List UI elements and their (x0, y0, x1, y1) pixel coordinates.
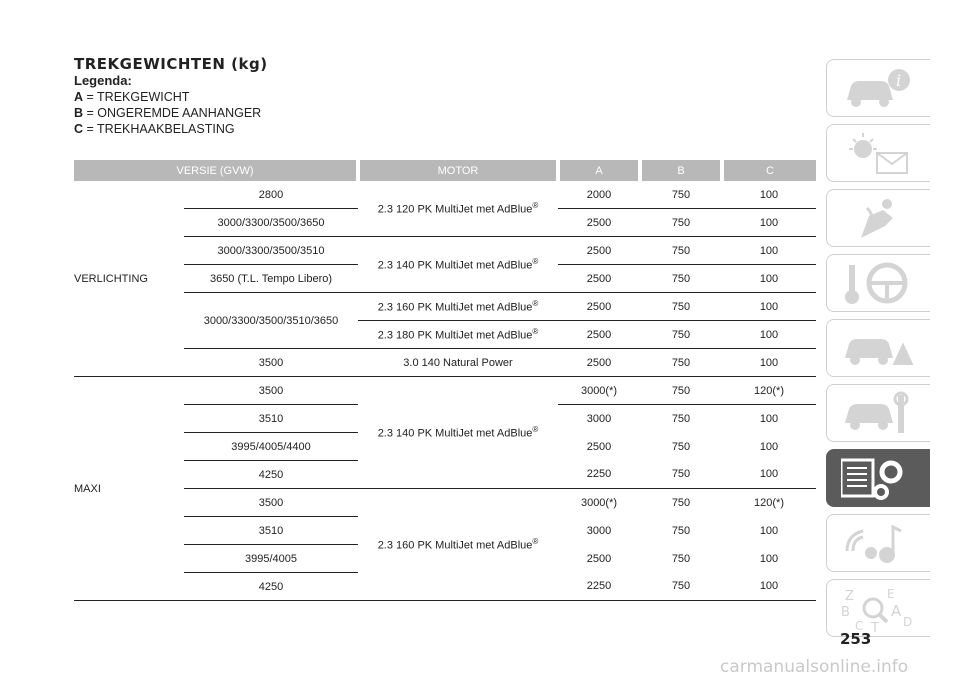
engine-cell: 3.0 140 Natural Power (358, 349, 558, 377)
a-cell: 2000 (558, 181, 640, 209)
group-verlichting: VERLICHTING (74, 181, 184, 377)
b-cell: 750 (640, 377, 722, 405)
multimedia-icon (841, 521, 917, 567)
tab-index[interactable] (826, 579, 930, 637)
c-cell: 100 (722, 293, 816, 321)
tab-car-info[interactable] (826, 59, 930, 117)
b-cell: 750 (671, 552, 691, 565)
seat-airbag-icon (841, 196, 917, 242)
c-cell: 100 (759, 440, 779, 453)
header-version: VERSIE (GVW) (74, 160, 358, 181)
car-service-icon (841, 391, 917, 437)
gvw-cell: 4250 (184, 461, 358, 489)
a-cell: 3000 (586, 412, 612, 425)
svg-text:C: C (855, 619, 864, 632)
a-cell: 2500 (586, 440, 612, 453)
c-cell: 120(*) (754, 496, 784, 509)
towing-weights-table (74, 160, 816, 601)
gvw-cell: 3995/4005/4400 (184, 433, 358, 461)
b-cell: 750 (640, 181, 722, 209)
tab-maintenance[interactable] (826, 384, 930, 442)
b-cell: 750 (640, 293, 722, 321)
group-maxi: MAXI (74, 377, 184, 601)
b-cell: 750 (640, 209, 722, 237)
a-cell: 3000(*) (580, 496, 618, 509)
gvw-cell: 3000/3300/3500/3510/3650 (184, 293, 358, 349)
engine-cell: 2.3 160 PK MultiJet met AdBlue® (358, 489, 558, 601)
tab-starting[interactable] (826, 254, 930, 312)
header-a: A (558, 160, 640, 181)
tab-multimedia[interactable] (826, 514, 930, 572)
c-cell: 100 (759, 552, 779, 565)
svg-text:T: T (871, 621, 879, 632)
engine-cell: 2.3 140 PK MultiJet met AdBlue® (358, 377, 558, 489)
tab-safety[interactable] (826, 189, 930, 247)
table-row (74, 377, 816, 405)
table-row (74, 349, 816, 377)
tab-warning-lights[interactable] (826, 124, 930, 182)
c-cell: 100 (759, 524, 779, 537)
engine-cell: 2.3 180 PK MultiJet met AdBlue® (358, 321, 558, 349)
legend-item-c: C = TREKHAAKBELASTING (74, 122, 235, 136)
b-cell: 750 (640, 265, 722, 293)
c-cell: 100 (722, 461, 816, 489)
svg-text:B: B (841, 605, 850, 620)
b-cell: 750 (671, 496, 691, 509)
gvw-cell: 3510 (184, 517, 358, 545)
car-info-icon (841, 66, 917, 112)
svg-text:E: E (887, 587, 895, 601)
svg-text:i: i (896, 71, 902, 90)
a-cell: 2500 (558, 349, 640, 377)
gvw-cell: 2800 (184, 181, 358, 209)
car-emergency-icon (841, 326, 917, 372)
engine-cell: 2.3 160 PK MultiJet met AdBlue® (358, 293, 558, 321)
a-cell: 2500 (586, 552, 612, 565)
b-cell: 750 (671, 412, 691, 425)
c-cell: 120(*) (722, 377, 816, 405)
c-cell: 100 (722, 181, 816, 209)
a-cell: 2500 (558, 293, 640, 321)
c-cell: 100 (722, 573, 816, 601)
b-cell: 750 (671, 524, 691, 537)
a-cell: 3000(*) (558, 377, 640, 405)
tab-emergency[interactable] (826, 319, 930, 377)
gvw-cell: 3510 (184, 405, 358, 433)
c-cell: 100 (759, 412, 779, 425)
a-cell: 2500 (558, 237, 640, 265)
gvw-cell: 4250 (184, 573, 358, 601)
svg-text:A: A (891, 602, 902, 620)
gvw-cell: 3000/3300/3500/3650 (184, 209, 358, 237)
table-row (74, 293, 816, 321)
c-cell: 100 (722, 349, 816, 377)
b-cell: 750 (640, 573, 722, 601)
b-cell: 750 (671, 440, 691, 453)
legend-item-a: A = TREKGEWICHT (74, 90, 190, 104)
a-cell: 2500 (558, 265, 640, 293)
tab-technical-data[interactable] (826, 449, 930, 507)
engine-cell: 2.3 140 PK MultiJet met AdBlue® (358, 237, 558, 293)
page-number: 253 (840, 630, 872, 648)
watermark: carmanualsonline.info (720, 657, 909, 677)
c-cell: 100 (722, 321, 816, 349)
a-cell: 2500 (558, 209, 640, 237)
legend-item-b: B = ONGEREMDE AANHANGER (74, 106, 262, 120)
svg-text:D: D (903, 615, 913, 629)
c-cell: 100 (722, 265, 816, 293)
specs-gears-icon (841, 456, 917, 502)
c-cell: 100 (722, 237, 816, 265)
table-row (74, 237, 816, 265)
table-row (74, 489, 816, 517)
legend-title: Legenda: (74, 73, 132, 88)
svg-text:Z: Z (845, 589, 854, 604)
gvw-cell: 3000/3300/3500/3510 (184, 237, 358, 265)
header-c: C (722, 160, 816, 181)
gvw-cell: 3650 (T.L. Tempo Libero) (184, 265, 358, 293)
b-cell: 750 (640, 237, 722, 265)
a-cell: 2250 (558, 573, 640, 601)
b-cell: 750 (640, 461, 722, 489)
gvw-cell: 3500 (184, 489, 358, 517)
header-engine: MOTOR (358, 160, 558, 181)
index-icon (841, 586, 917, 632)
key-steering-icon (841, 261, 917, 307)
b-cell: 750 (640, 349, 722, 377)
warning-lights-icon (841, 131, 917, 177)
a-cell: 2250 (558, 461, 640, 489)
c-cell: 100 (722, 209, 816, 237)
gvw-cell: 3500 (184, 349, 358, 377)
gvw-cell: 3995/4005 (184, 545, 358, 573)
engine-cell: 2.3 120 PK MultiJet met AdBlue® (358, 181, 558, 237)
header-b: B (640, 160, 722, 181)
page-title: TREKGEWICHTEN (kg) (74, 55, 268, 73)
table-row (74, 181, 816, 209)
a-cell: 3000 (586, 524, 612, 537)
table-header-row (74, 160, 816, 181)
a-cell: 2500 (558, 321, 640, 349)
gvw-cell: 3500 (184, 377, 358, 405)
b-cell: 750 (640, 321, 722, 349)
